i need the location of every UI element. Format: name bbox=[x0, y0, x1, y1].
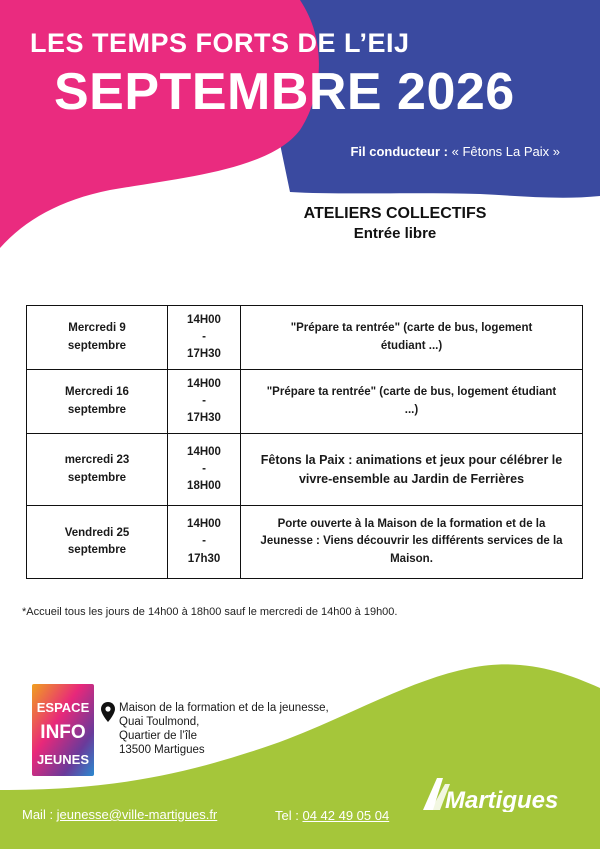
opening-hours-note: *Accueil tous les jours de 14h00 à 18h00 sauf le mercredi de 14h00 à 19h00. bbox=[22, 606, 398, 618]
description-cell: Fêtons la Paix : animations et jeux pour célébrer le vivre-ensemble au Jardin de Ferrières bbox=[241, 434, 583, 506]
espace-info-jeunes-logo bbox=[32, 684, 94, 776]
table-row bbox=[27, 506, 583, 579]
table-row bbox=[27, 370, 583, 434]
section-subtitle: Entrée libre bbox=[353, 225, 437, 242]
svg-text:Martigues: Martigues bbox=[445, 787, 559, 812]
time-cell: 14H00 - 17h30 bbox=[168, 506, 241, 579]
address-line: 13500 Martigues bbox=[119, 744, 205, 756]
phone-link[interactable]: 04 42 49 05 04 bbox=[302, 808, 390, 823]
address-line: Maison de la formation et de la jeunesse, bbox=[119, 702, 329, 714]
location-pin-icon bbox=[101, 702, 115, 722]
fil-conducteur bbox=[0, 144, 560, 159]
mail-link[interactable]: jeunesse@ville-martigues.fr bbox=[56, 807, 218, 822]
address-line: Quai Toulmond, bbox=[119, 716, 200, 728]
svg-text:JEUNES: JEUNES bbox=[36, 752, 90, 767]
date-cell: Mercredi 9 septembre bbox=[27, 306, 168, 370]
address-line: Quartier de l’île bbox=[119, 730, 197, 742]
time-cell: 14H00 - 18H00 bbox=[168, 434, 241, 506]
martigues-logo bbox=[421, 774, 571, 812]
address-block bbox=[119, 701, 329, 757]
phone-contact bbox=[275, 808, 389, 823]
fil-label: Fil conducteur : bbox=[350, 144, 448, 159]
svg-text:INFO: INFO bbox=[40, 722, 86, 743]
date-cell: Vendredi 25 septembre bbox=[27, 506, 168, 579]
table-row bbox=[27, 306, 583, 370]
time-cell: 14H00 - 17H30 bbox=[168, 306, 241, 370]
header-title-line1: LES TEMPS FORTS DE L’EIJ bbox=[30, 28, 410, 58]
time-cell: 14H00 - 17H30 bbox=[168, 370, 241, 434]
mail-label: Mail : bbox=[22, 807, 57, 822]
section-title: ATELIERS COLLECTIFS bbox=[303, 205, 487, 222]
fil-value: « Fêtons La Paix » bbox=[447, 144, 560, 159]
header-title-month: SEPTEMBRE 2026 bbox=[54, 63, 515, 121]
schedule-table bbox=[26, 305, 583, 579]
svg-text:ESPACE: ESPACE bbox=[36, 700, 90, 715]
tel-label: Tel : bbox=[275, 808, 303, 823]
table-row bbox=[27, 434, 583, 506]
description-cell: "Prépare ta rentrée" (carte de bus, logement étudiant ...) bbox=[241, 306, 583, 370]
date-cell: Mercredi 16 septembre bbox=[27, 370, 168, 434]
date-cell: mercredi 23 septembre bbox=[27, 434, 168, 506]
description-cell: "Prépare ta rentrée" (carte de bus, logement étudiant ...) bbox=[241, 370, 583, 434]
description-cell: Porte ouverte à la Maison de la formation et de la Jeunesse : Viens découvrir les différents services de la Maison. bbox=[241, 506, 583, 579]
mail-contact bbox=[22, 807, 217, 822]
